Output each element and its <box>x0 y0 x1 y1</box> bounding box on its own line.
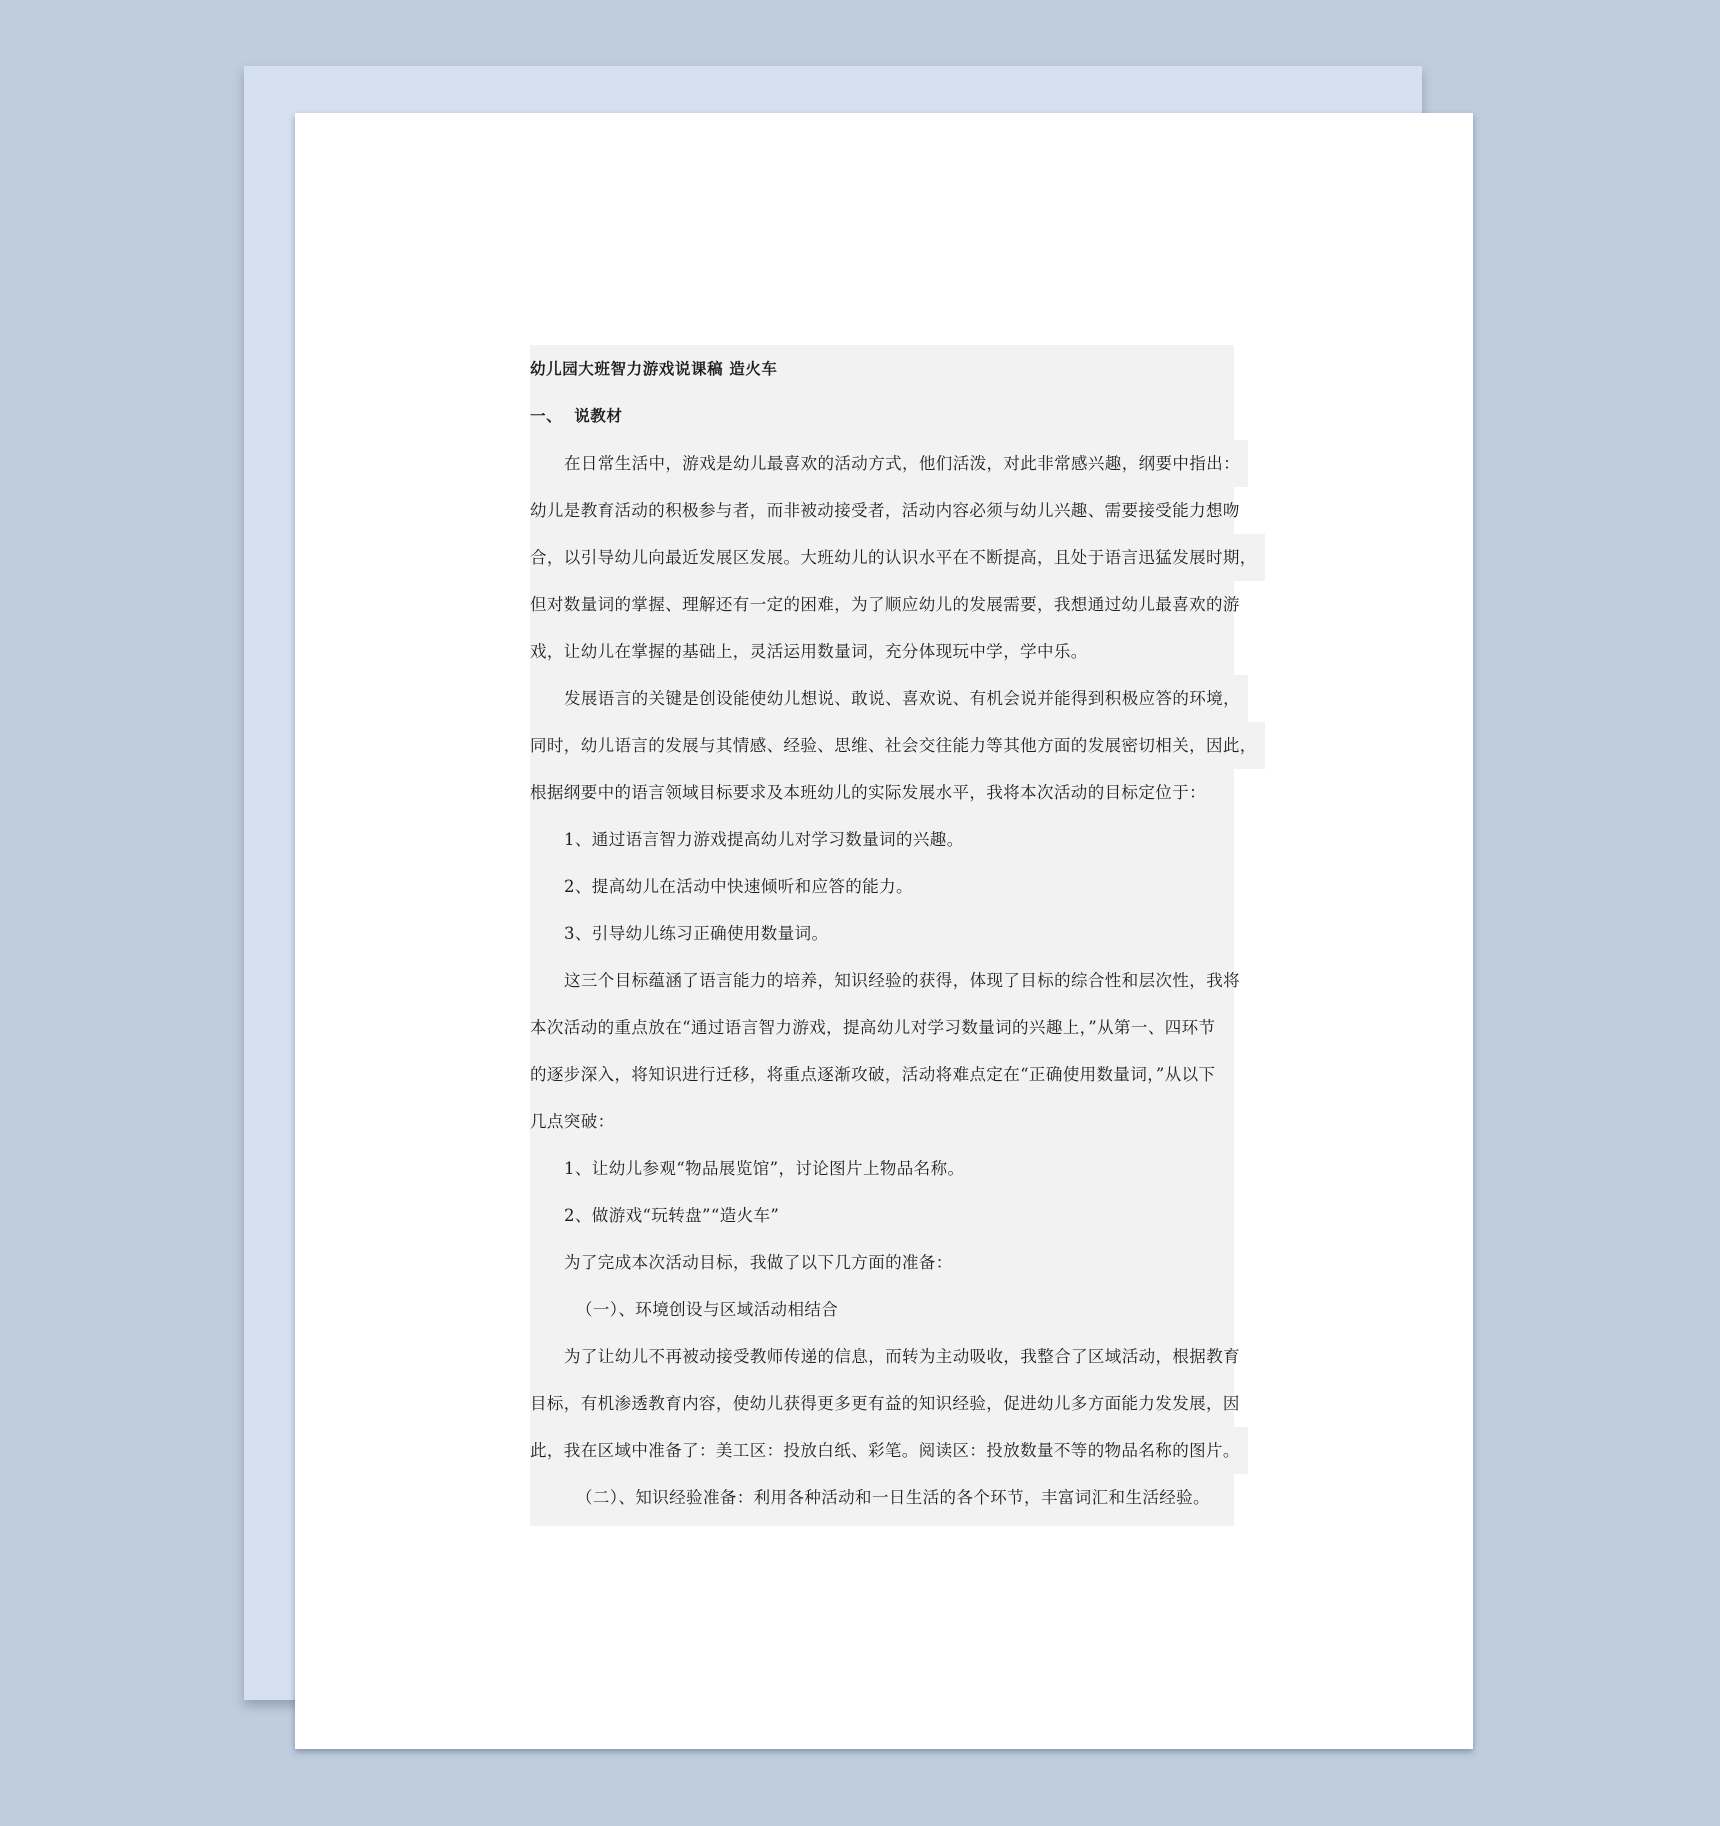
paragraph-line: 目标，有机渗透教育内容，使幼儿获得更多更有益的知识经验，促进幼儿多方面能力发发展，因 <box>530 1394 1240 1413</box>
section-heading: 一、 说教材 <box>530 407 623 425</box>
breakthrough-item-1: 1、让幼儿参观“物品展览馆”，讨论图片上物品名称。 <box>564 1159 965 1178</box>
paragraph-line: 本次活动的重点放在“通过语言智力游戏，提高幼儿对学习数量词的兴趣上，”从第一、四环节 <box>530 1018 1216 1037</box>
paragraph-line: 此，我在区域中准备了：美工区：投放白纸、彩笔。阅读区：投放数量不等的物品名称的图片。 <box>530 1427 1248 1474</box>
paragraph-line: 根据纲要中的语言领域目标要求及本班幼儿的实际发展水平，我将本次活动的目标定位于： <box>530 783 1206 802</box>
paragraph-line: 为了完成本次活动目标，我做了以下几方面的准备： <box>564 1253 953 1272</box>
paragraph-line: 戏，让幼儿在掌握的基础上，灵活运用数量词，充分体现玩中学，学中乐。 <box>530 642 1088 661</box>
breakthrough-item-2: 2、做游戏“玩转盘”“造火车” <box>564 1206 780 1225</box>
subsection-heading-1: （一）、环境创设与区域活动相结合 <box>576 1300 839 1319</box>
goal-item-1: 1、通过语言智力游戏提高幼儿对学习数量词的兴趣。 <box>564 830 964 849</box>
goal-item-3: 3、引导幼儿练习正确使用数量词。 <box>564 924 829 943</box>
goal-item-2: 2、提高幼儿在活动中快速倾听和应答的能力。 <box>564 877 913 896</box>
paragraph-line: 幼儿是教育活动的积极参与者，而非被动接受者，活动内容必须与幼儿兴趣、需要接受能力想吻 <box>530 501 1240 520</box>
paragraph-line: 同时，幼儿语言的发展与其情感、经验、思维、社会交往能力等其他方面的发展密切相关，因此， <box>530 722 1265 769</box>
paragraph-line: 发展语言的关键是创设能使幼儿想说、敢说、喜欢说、有机会说并能得到积极应答的环境， <box>530 675 1248 722</box>
paragraph-line: 为了让幼儿不再被动接受教师传递的信息，而转为主动吸收，我整合了区域活动，根据教育 <box>564 1347 1240 1366</box>
document-title: 幼儿园大班智力游戏说课稿 造火车 <box>530 360 778 378</box>
paragraph-line: 合，以引导幼儿向最近发展区发展。大班幼儿的认识水平在不断提高，且处于语言迅猛发展时期， <box>530 534 1265 581</box>
subsection-heading-2: （二）、知识经验准备：利用各种活动和一日生活的各个环节，丰富词汇和生活经验。 <box>576 1488 1210 1507</box>
document-text-block <box>530 345 1257 1526</box>
paragraph-line: 但对数量词的掌握、理解还有一定的困难，为了顺应幼儿的发展需要，我想通过幼儿最喜欢的游 <box>530 595 1240 614</box>
paragraph-line: 在日常生活中，游戏是幼儿最喜欢的活动方式，他们活泼，对此非常感兴趣，纲要中指出： <box>530 440 1248 487</box>
paragraph-line: 这三个目标蕴涵了语言能力的培养，知识经验的获得，体现了目标的综合性和层次性，我将 <box>564 971 1240 990</box>
paragraph-line: 的逐步深入，将知识进行迁移，将重点逐渐攻破，活动将难点定在“正确使用数量词，”从以下 <box>530 1065 1216 1084</box>
paragraph-line: 几点突破： <box>530 1112 615 1131</box>
